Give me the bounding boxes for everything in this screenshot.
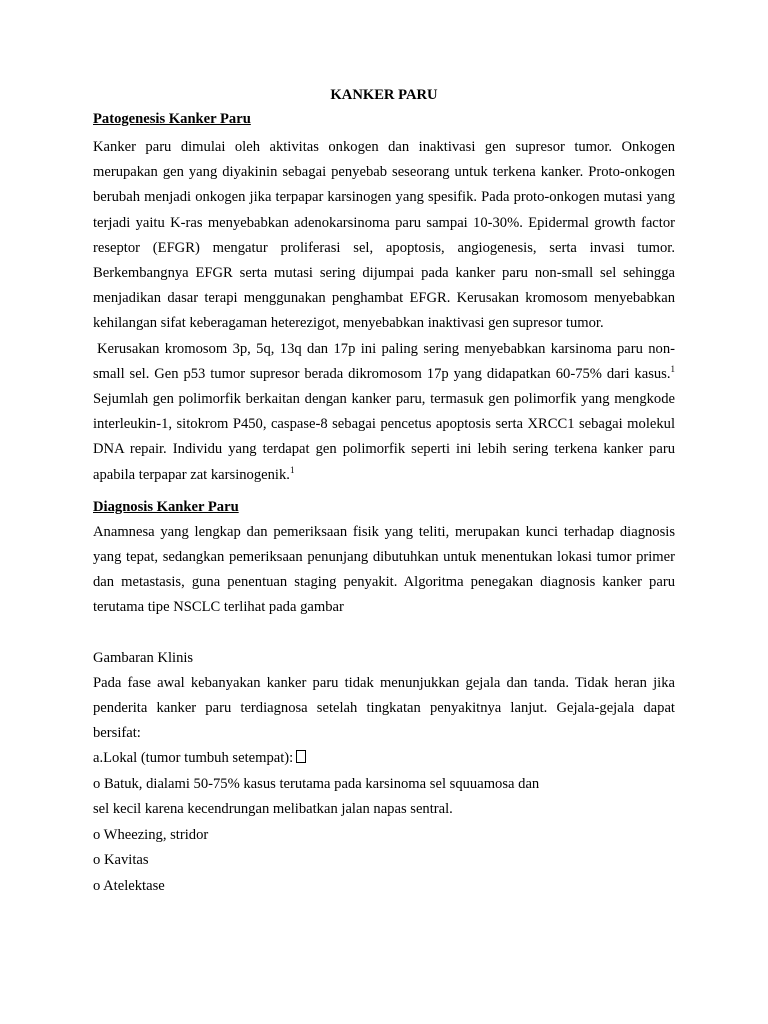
reference-marker: 1 (670, 363, 675, 374)
list-item: o Atelektase (93, 877, 165, 894)
list-heading-lokal (93, 746, 675, 772)
reference-marker: 1 (289, 464, 295, 475)
document-page (93, 84, 675, 899)
subheading-gambaran-klinis: Gambaran Klinis (93, 649, 194, 666)
paragraph-gambaran-klinis: Pada fase awal kebanyakan kanker paru tidak menunjukkan gejala dan tanda. Tidak heran jika penderita kanker paru terdiagnosa setelah tingkatan penyakitnya lanjut. Gejala-gejala dapat bersifat: (93, 674, 675, 742)
list-item: o Batuk, dialami 50-75% kasus terutama pada karsinoma sel squuamosa dan (93, 775, 540, 792)
list-heading-text: a.Lokal (tumor tumbuh setempat): (93, 750, 294, 767)
section-heading-patogenesis: Patogenesis Kanker Paru (93, 111, 251, 127)
missing-glyph-box-icon (296, 750, 306, 763)
list-item: o Wheezing, stridor (93, 826, 209, 843)
paragraph-diagnosis: Anamnesa yang lengkap dan pemeriksaan fisik yang teliti, merupakan kunci terhadap diagnosis yang tepat, sedangkan pemeriksaan penunjang dibutuhkan untuk menentukan lokasi tumor primer dan metastasis, guna penentuan staging penyakit. Algoritma penegakan diagnosis kanker paru terutama tipe NSCLC terlihat pada gambar (93, 523, 675, 616)
list-item: o Kavitas (93, 852, 149, 869)
paragraph-patogenesis-1: Kanker paru dimulai oleh aktivitas onkogen dan inaktivasi gen supresor tumor. Onkogen merupakan gen yang diyakinin sebagai penyebab seseorang untuk terkena kanker. Proto-onkogen berubah menjadi onkogen jika terpapar karsinogen yang spesifik. Pada proto-onkogen mutasi yang terjadi yaitu K-ras menyebabkan adenokarsinoma paru sampai 10-30%. Epidermal growth factor reseptor (EFGR) mengatur proliferasi sel, apoptosis, angiogenesis, serta invasi tumor. Berkembangnya EFGR serta mutasi sering dijumpai pada kanker paru non-small sel sehingga menjadikan dasar terapi menggunakan penghambat EFGR. Kerusakan kromosom menyebabkan kehilangan sifat keberagaman heterezigot, menyebabkan inaktivasi gen supresor tumor. (93, 139, 675, 332)
paragraph-patogenesis-2 (93, 337, 675, 488)
list-item: sel kecil karena kecendrungan melibatkan jalan napas sentral. (93, 801, 453, 818)
paragraph-text: Kerusakan kromosom 3p, 5q, 13q dan 17p ini paling sering menyebabkan karsinoma paru non-small sel. Gen p53 tumor supresor berada dikromosom 17p yang didapatkan 60-75% dari kasus. (93, 340, 675, 382)
section-heading-diagnosis: Diagnosis Kanker Paru (93, 498, 239, 515)
paragraph-text: Sejumlah gen polimorfik berkaitan dengan kanker paru, termasuk gen polimorfik yang mengkode interleukin-1, sitokrom P450, caspase-8 sebagai pencetus apoptosis serta XRCC1 sebagai molekul DNA repair. Individu yang terdapat gen polimorfik seperti ini lebih sering terkena kanker paru apabila terpapar zat karsinogenik. (93, 391, 675, 483)
document-title: KANKER PARU (330, 87, 438, 103)
